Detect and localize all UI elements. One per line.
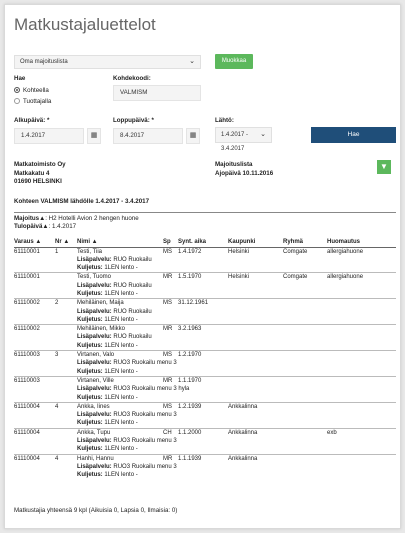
cell-note xyxy=(327,351,396,360)
calendar-icon[interactable]: ▦ xyxy=(186,128,200,144)
table-row xyxy=(14,342,396,351)
column-header: Kaupunki xyxy=(228,238,283,247)
cell-city xyxy=(228,351,283,360)
cell-transport: Kuljetus: 1LEN lento - xyxy=(77,394,138,401)
table-cell xyxy=(55,342,77,351)
start-date-value: 1.4.2017 xyxy=(21,132,46,139)
cell-city: Ankkalinna xyxy=(228,428,283,437)
cell-gender: MR xyxy=(163,325,178,334)
cell-birthdate: 1.1.2000 xyxy=(178,428,228,437)
cell-booking: 61110003 xyxy=(14,376,55,385)
company-city: 01690 HELSINKI xyxy=(14,178,62,185)
cell-group: Comgate xyxy=(283,273,327,282)
cell-name: Ankka, Iines xyxy=(77,402,163,411)
cell-city: Helsinki xyxy=(228,273,283,282)
table-row xyxy=(14,282,396,290)
table-cell xyxy=(14,308,55,316)
cell-note xyxy=(327,376,396,385)
table-cell xyxy=(14,342,55,351)
end-date-value: 8.4.2017 xyxy=(120,132,145,139)
table-cell xyxy=(55,256,77,264)
run-date: Ajopäivä 10.11.2016 xyxy=(215,169,274,177)
cell-city: Ankkalinna xyxy=(228,454,283,463)
end-date-input[interactable] xyxy=(113,128,183,144)
cell-name: Virtanen, Valo xyxy=(77,351,163,360)
cell-gender: MS xyxy=(163,351,178,360)
cell-room-number xyxy=(55,325,77,334)
table-row xyxy=(14,411,396,419)
start-date-input[interactable] xyxy=(14,128,84,144)
cell-room-number xyxy=(55,428,77,437)
cell-birthdate: 1.2.1970 xyxy=(178,351,228,360)
cell-gender: MR xyxy=(163,454,178,463)
accommodation-select-value: Oma majoituslista xyxy=(20,59,68,65)
code-label: Kohdekoodi: xyxy=(113,75,151,82)
cell-name: Mehiläinen, Mikko xyxy=(77,325,163,334)
cell-gender: MR xyxy=(163,376,178,385)
table-row xyxy=(14,463,396,471)
table-row xyxy=(14,256,396,264)
edit-button[interactable]: Muokkaa xyxy=(215,54,253,69)
cell-birthdate: 1.2.1939 xyxy=(178,402,228,411)
cell-note xyxy=(327,402,396,411)
table-cell xyxy=(14,264,55,273)
table-row xyxy=(14,359,396,367)
departure-select[interactable] xyxy=(215,127,272,152)
cell-group xyxy=(283,402,327,411)
company-street: Matkakatu 4 xyxy=(14,169,50,177)
cell-transport: Kuljetus: 1LEN lento - xyxy=(77,472,138,479)
cell-note xyxy=(327,299,396,308)
table-row xyxy=(14,316,396,325)
table-cell xyxy=(14,419,55,428)
sort-asc-icon[interactable]: ▲ xyxy=(39,215,46,222)
column-header: Sp xyxy=(163,238,178,247)
table-cell xyxy=(14,463,55,471)
cell-extra-service: Lisäpalvelu: RUO3 Ruokailu menu 3 xyxy=(77,438,177,445)
list-info xyxy=(215,161,273,178)
cell-extra-service: Lisäpalvelu: RUO3 Ruokailu menu 3 xyxy=(77,463,177,470)
start-date-label: Alkupäivä: * xyxy=(14,117,50,124)
cell-note: allergiahuone xyxy=(327,273,396,282)
cell-city: Ankkalinna xyxy=(228,402,283,411)
departure-select-value: 1.4.2017 - 3.4.2017 xyxy=(221,132,249,152)
table-cell xyxy=(55,471,77,479)
table-cell xyxy=(14,359,55,367)
cell-extra-service: Lisäpalvelu: RUO Ruokailu xyxy=(77,256,152,263)
majoitus-value: : H2 Hotelli Avion 2 hengen huone xyxy=(45,215,139,222)
cell-room-number: 4 xyxy=(55,402,77,411)
filter-icon[interactable]: ▼ xyxy=(377,160,391,174)
cell-gender: MS xyxy=(163,402,178,411)
table-row xyxy=(14,325,396,334)
cell-transport: Kuljetus: 1LEN lento - xyxy=(77,290,138,297)
cell-birthdate: 1.1.1939 xyxy=(178,454,228,463)
table-cell xyxy=(55,333,77,341)
table-cell xyxy=(55,316,77,325)
cell-group: Comgate xyxy=(283,247,327,256)
column-header[interactable]: Varaus ▲ xyxy=(14,238,55,247)
column-header[interactable]: Nimi ▲ xyxy=(77,238,163,247)
cell-name: Hanhi, Hannu xyxy=(77,454,163,463)
cell-booking: 61110002 xyxy=(14,299,55,308)
cell-booking: 61110004 xyxy=(14,428,55,437)
cell-city: Helsinki xyxy=(228,247,283,256)
code-input[interactable] xyxy=(113,85,201,101)
cell-booking: 61110004 xyxy=(14,454,55,463)
table-cell xyxy=(14,256,55,264)
tulo-value: : 1.4.2017 xyxy=(48,223,77,230)
column-header: Synt. aika xyxy=(178,238,228,247)
majoitus-label: Majoitus xyxy=(14,215,40,222)
cell-extra-service: Lisäpalvelu: RUO Ruokailu xyxy=(77,308,152,315)
table-row xyxy=(14,394,396,403)
company-info xyxy=(14,161,66,187)
table-cell xyxy=(14,385,55,393)
table-cell xyxy=(55,264,77,273)
search-button[interactable]: Hae xyxy=(311,127,396,143)
table-cell xyxy=(55,385,77,393)
radio-empty-icon xyxy=(14,98,20,104)
chevron-down-icon: ⌄ xyxy=(189,58,195,65)
cell-booking: 61110003 xyxy=(14,351,55,360)
search-by-label: Hae xyxy=(14,75,26,82)
cell-booking: 61110004 xyxy=(14,402,55,411)
cell-note: allergiahuone xyxy=(327,247,396,256)
cell-extra-service: Lisäpalvelu: RUO Ruokailu xyxy=(77,282,152,289)
table-cell xyxy=(14,394,55,403)
cell-extra-service: Lisäpalvelu: RUO3 Ruokailu menu 3 hyla xyxy=(77,386,190,393)
cell-group xyxy=(283,454,327,463)
table-cell xyxy=(55,419,77,428)
table-cell xyxy=(14,316,55,325)
table-cell xyxy=(55,282,77,290)
table-cell xyxy=(55,290,77,299)
cell-booking: 61110001 xyxy=(14,273,55,282)
table-row xyxy=(14,419,396,428)
table-row xyxy=(14,437,396,445)
cell-extra-service: Lisäpalvelu: RUO Ruokailu xyxy=(77,334,152,341)
cell-booking: 61110002 xyxy=(14,325,55,334)
table-cell xyxy=(14,333,55,341)
list-type: Majoituslista xyxy=(215,161,253,168)
passenger-table xyxy=(14,238,396,480)
table-cell xyxy=(14,437,55,445)
table-cell xyxy=(14,471,55,479)
cell-extra-service: Lisäpalvelu: RUO3 Ruokailu menu 3 xyxy=(77,412,177,419)
calendar-icon[interactable]: ▦ xyxy=(87,128,101,144)
cell-transport: Kuljetus: 1LEN lento - xyxy=(77,446,138,453)
cell-name: Virtanen, Ville xyxy=(77,376,163,385)
cell-transport: Kuljetus: 1LEN lento - xyxy=(77,342,138,349)
tulo-label: Tulopäivä xyxy=(14,223,43,230)
table-cell xyxy=(55,463,77,471)
column-header: Huomautus xyxy=(327,238,396,247)
cell-gender: CH xyxy=(163,428,178,437)
table-cell xyxy=(14,411,55,419)
cell-birthdate: 1.4.1972 xyxy=(178,247,228,256)
cell-birthdate: 3.2.1963 xyxy=(178,325,228,334)
table-row xyxy=(14,445,396,454)
column-header[interactable]: Nr ▲ xyxy=(55,238,77,247)
radio-producer-label: Tuottajalla xyxy=(23,98,52,105)
table-row xyxy=(14,471,396,479)
cell-group xyxy=(283,376,327,385)
cell-booking: 61110001 xyxy=(14,247,55,256)
table-row xyxy=(14,273,396,282)
table-row xyxy=(14,333,396,341)
cell-room-number: 4 xyxy=(55,454,77,463)
table-row xyxy=(14,376,396,385)
cell-birthdate: 1.1.1970 xyxy=(178,376,228,385)
cell-room-number xyxy=(55,376,77,385)
page-title: Matkustajaluettelot xyxy=(14,15,156,34)
cell-birthdate: 1.5.1970 xyxy=(178,273,228,282)
radio-selected-icon xyxy=(14,87,20,93)
table-row xyxy=(14,454,396,463)
table-row xyxy=(14,351,396,360)
radio-producer[interactable] xyxy=(14,98,51,105)
table-cell xyxy=(14,290,55,299)
end-date-label: Loppupäivä: * xyxy=(113,117,154,124)
cell-city xyxy=(228,325,283,334)
cell-room-number: 3 xyxy=(55,351,77,360)
cell-name: Testi, Tiia xyxy=(77,247,163,256)
table-cell xyxy=(55,445,77,454)
table-row xyxy=(14,264,396,273)
table-cell xyxy=(14,445,55,454)
table-cell xyxy=(55,368,77,377)
accommodation-select[interactable] xyxy=(14,55,201,69)
cell-birthdate: 31.12.1961 xyxy=(178,299,228,308)
cell-group xyxy=(283,299,327,308)
table-cell xyxy=(14,368,55,377)
cell-note xyxy=(327,454,396,463)
sort-asc-icon[interactable]: ▲ xyxy=(42,223,49,230)
report-panel xyxy=(4,4,401,529)
column-header: Ryhmä xyxy=(283,238,327,247)
table-row xyxy=(14,290,396,299)
table-row xyxy=(14,385,396,393)
table-row xyxy=(14,428,396,437)
radio-hotel[interactable] xyxy=(14,87,49,94)
cell-group xyxy=(283,351,327,360)
chevron-down-icon: ⌄ xyxy=(260,131,266,138)
departure-label: Lähtö: xyxy=(215,117,234,124)
table-cell xyxy=(55,394,77,403)
table-cell xyxy=(55,359,77,367)
cell-name: Mehiläinen, Maija xyxy=(77,299,163,308)
table-row xyxy=(14,368,396,377)
code-input-value: VALMISM xyxy=(120,89,148,96)
table-row xyxy=(14,299,396,308)
table-cell xyxy=(55,437,77,445)
radio-hotel-label: Kohteella xyxy=(23,87,49,94)
cell-gender: MS xyxy=(163,247,178,256)
cell-name: Ankka, Tupu xyxy=(77,428,163,437)
cell-transport: Kuljetus: 1LEN lento - xyxy=(77,368,138,375)
table-cell xyxy=(55,411,77,419)
cell-note: exb xyxy=(327,428,396,437)
table-row xyxy=(14,308,396,316)
cell-city xyxy=(228,376,283,385)
table-header-row xyxy=(14,238,396,247)
list-heading: Kohteen VALMISM lähdölle 1.4.2017 - 3.4.2017 xyxy=(14,198,150,205)
cell-room-number: 2 xyxy=(55,299,77,308)
cell-gender: MR xyxy=(163,273,178,282)
group-header xyxy=(14,215,139,231)
cell-note xyxy=(327,325,396,334)
cell-transport: Kuljetus: 1LEN lento - xyxy=(77,420,138,427)
table-row xyxy=(14,247,396,256)
cell-group xyxy=(283,325,327,334)
cell-transport: Kuljetus: 1LEN lento - xyxy=(77,265,138,272)
cell-room-number xyxy=(55,273,77,282)
table-cell xyxy=(14,282,55,290)
passenger-total: Matkustajia yhteensä 9 kpl (Aikuisia 0, Lapsia 0, Ilmaisia: 0) xyxy=(14,507,178,514)
cell-group xyxy=(283,428,327,437)
table-cell xyxy=(55,308,77,316)
cell-gender: MS xyxy=(163,299,178,308)
cell-city xyxy=(228,299,283,308)
cell-extra-service: Lisäpalvelu: RUO3 Ruokailu menu 3 xyxy=(77,360,177,367)
company-name: Matkatoimisto Oy xyxy=(14,161,66,168)
cell-transport: Kuljetus: 1LEN lento - xyxy=(77,316,138,323)
divider xyxy=(14,212,396,213)
cell-room-number: 1 xyxy=(55,247,77,256)
table-row xyxy=(14,402,396,411)
cell-name: Testi, Tuomo xyxy=(77,273,163,282)
